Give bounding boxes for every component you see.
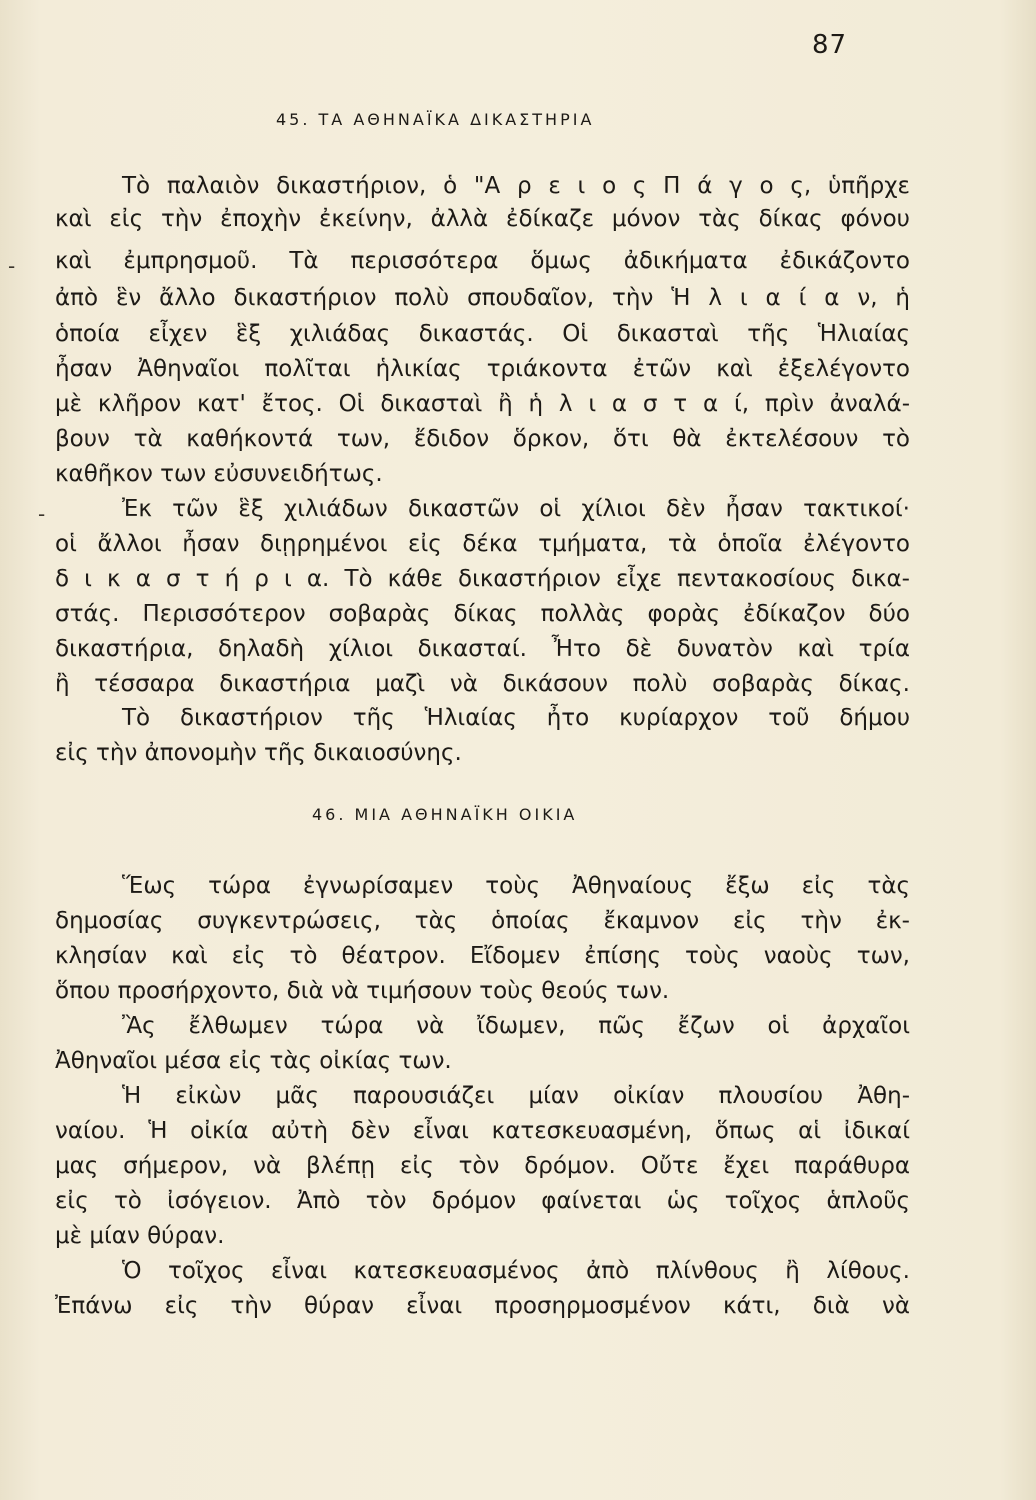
- text-line: βουν τὰ καθήκοντά των, ἔδιδον ὅρκον, ὅτι θὰ ἐκτελέσουν τὸ: [55, 426, 910, 452]
- text-line: Ἕως τώρα ἐγνωρίσαμεν τοὺς Ἀθηναίους ἔξω εἰς τὰς: [122, 873, 910, 899]
- margin-mark: -: [8, 254, 16, 278]
- text-line: ἦσαν Ἀθηναῖοι πολῖται ἡλικίας τριάκοντα ἐτῶν καὶ ἐξελέγοντο: [55, 356, 910, 382]
- text-line: ὅπου προσήρχοντο, διὰ νὰ τιμήσουν τοὺς θεούς των.: [55, 978, 670, 1004]
- text-line: ἢ τέσσαρα δικαστήρια μαζὶ νὰ δικάσουν πολὺ σοβαρὰς δίκας.: [55, 671, 910, 697]
- text-line: οἱ ἄλλοι ἦσαν διῃρημένοι εἰς δέκα τμήματα, τὰ ὁποῖα ἐλέγοντο: [55, 531, 910, 557]
- text-line: Τὸ δικαστήριον τῆς Ἡλιαίας ἦτο κυρίαρχον τοῦ δήμου: [122, 705, 910, 731]
- text-line: δημοσίας συγκεντρώσεις, τὰς ὁποίας ἔκαμνον εἰς τὴν ἐκ-: [55, 908, 910, 934]
- text-line: Ἀθηναῖοι μέσα εἰς τὰς οἰκίας των.: [55, 1048, 452, 1074]
- text-line: Ὁ τοῖχος εἶναι κατεσκευασμένος ἀπὸ πλίνθους ἢ λίθους.: [122, 1258, 910, 1284]
- text-line: μας σήμερον, νὰ βλέπῃ εἰς τὸν δρόμον. Οὔτε ἔχει παράθυρα: [55, 1153, 910, 1179]
- margin-mark: -: [38, 502, 46, 526]
- text-line: καὶ εἰς τὴν ἐποχὴν ἐκείνην, ἀλλὰ ἐδίκαζε μόνον τὰς δίκας φόνου: [55, 206, 910, 232]
- text-line: ὁποία εἶχεν ἓξ χιλιάδας δικαστάς. Οἱ δικασταὶ τῆς Ἡλιαίας: [55, 321, 910, 347]
- text-line: καὶ ἐμπρησμοῦ. Τὰ περισσότερα ὅμως ἀδικήματα ἐδικάζοντο: [55, 248, 910, 274]
- text-line: Ἡ εἰκὼν μᾶς παρουσιάζει μίαν οἰκίαν πλουσίου Ἀθη-: [122, 1083, 910, 1109]
- text-line: καθῆκον των εὐσυνειδήτως.: [55, 461, 383, 487]
- text-line: Τὸ παλαιὸν δικαστήριον, ὁ "Α ρ ε ι ο ς Π ά γ ο ς, ὑπῆρχε: [122, 173, 910, 199]
- text-line: ναίου. Ἡ οἰκία αὐτὴ δὲν εἶναι κατεσκευασμένη, ὅπως αἱ ἰδικαί: [55, 1118, 910, 1144]
- text-line: Ἐκ τῶν ἓξ χιλιάδων δικαστῶν οἱ χίλιοι δὲν ἦσαν τακτικοί·: [122, 496, 910, 522]
- section-title-46: 46. ΜΙΑ ΑΘΗΝΑΪΚΗ ΟΙΚΙΑ: [312, 805, 578, 824]
- text-line: δ ι κ α σ τ ή ρ ι α. Τὸ κάθε δικαστήριον εἶχε πεντακοσίους δικα-: [55, 566, 910, 592]
- section-title-45: 45. ΤΑ ΑΘΗΝΑΪΚΑ ΔΙΚΑΣΤΗΡΙΑ: [276, 110, 595, 129]
- text-line: εἰς τὸ ἰσόγειον. Ἀπὸ τὸν δρόμον φαίνεται ὡς τοῖχος ἁπλοῦς: [55, 1188, 910, 1214]
- text-line: ἀπὸ ἓν ἄλλο δικαστήριον πολὺ σπουδαῖον, τὴν Ἡ λ ι α ί α ν, ἡ: [55, 285, 910, 311]
- text-line: Ἐπάνω εἰς τὴν θύραν εἶναι προσηρμοσμένον κάτι, διὰ νὰ: [55, 1293, 910, 1319]
- text-line: μὲ κλῆρον κατ' ἔτος. Οἱ δικασταὶ ἢ ἡ λ ι α σ τ α ί, πρὶν ἀναλά-: [55, 391, 910, 417]
- text-line: στάς. Περισσότερον σοβαρὰς δίκας πολλὰς φορὰς ἐδίκαζον δύο: [55, 601, 910, 627]
- text-line: εἰς τὴν ἀπονομὴν τῆς δικαιοσύνης.: [55, 740, 462, 766]
- text-line: Ἂς ἔλθωμεν τώρα νὰ ἴδωμεν, πῶς ἔζων οἱ ἀρχαῖοι: [122, 1013, 910, 1039]
- text-line: κλησίαν καὶ εἰς τὸ θέατρον. Εἴδομεν ἐπίσης τοὺς ναοὺς των,: [55, 943, 910, 969]
- page-number: 87: [812, 30, 848, 60]
- text-line: μὲ μίαν θύραν.: [55, 1223, 225, 1249]
- text-line: δικαστήρια, δηλαδὴ χίλιοι δικασταί. Ἦτο δὲ δυνατὸν καὶ τρία: [55, 636, 910, 662]
